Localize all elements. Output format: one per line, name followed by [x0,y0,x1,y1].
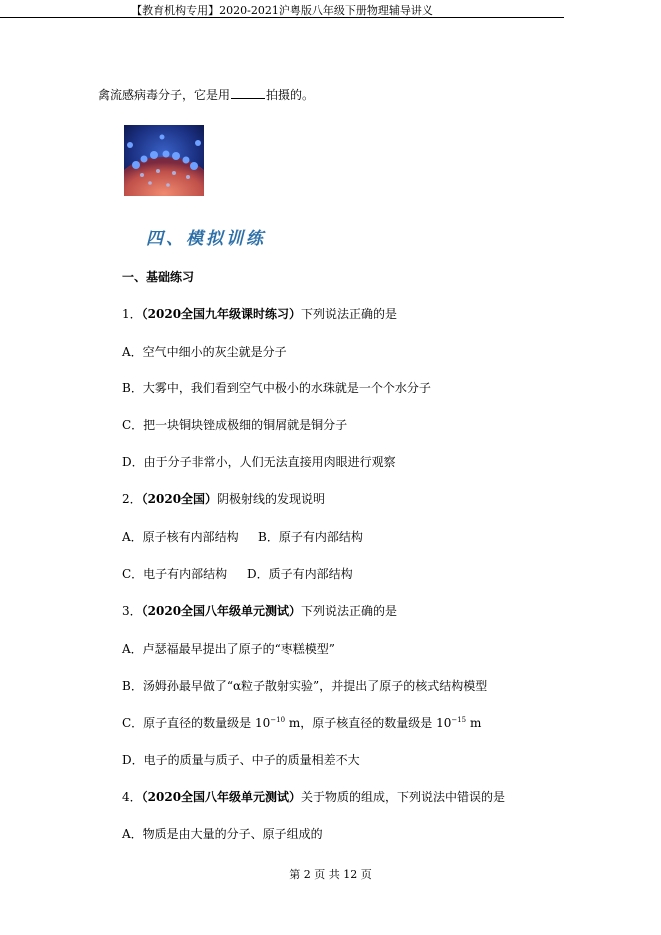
intro-text-before: 禽流感病毒分子，它是用 [98,88,231,102]
question-3-stem [122,602,397,619]
section-title: 四、模拟训练 [146,229,266,249]
header-title: 【教育机构专用】2020-2021沪粤版八年级下册物理辅导讲义 [131,4,433,17]
question-1-stem [122,305,397,322]
q3-c-text-1: C．原子直径的数量级是 10 [122,716,271,730]
question-source: （2020全国八年级单元测试） [141,604,302,618]
question-text: 关于物质的组成，下列说法中错误的是 [301,790,506,804]
question-number: 2． [122,492,142,506]
q3-option-b: B．汤姆孙最早做了“α粒子散射实验”，并提出了原子的核式结构模型 [122,679,488,693]
q1-option-c: C．把一块铜块锉成极细的铜屑就是铜分子 [122,418,348,432]
fill-blank [231,87,265,99]
q2-option-a: A．原子核有内部结构 [122,530,239,544]
question-2-stem [122,490,325,507]
q1-option-a: A．空气中细小的灰尘就是分子 [122,345,287,359]
q1-option-d: D．由于分子非常小，人们无法直接用肉眼进行观察 [122,455,396,469]
q4-option-a: A．物质是由大量的分子、原子组成的 [122,827,323,841]
q3-c-text-2: m，原子核直径的数量级是 10 [285,716,452,730]
question-number: 1． [122,307,142,321]
q2-option-c: C．电子有内部结构 [122,567,228,581]
q3-c-text-3: m [466,716,482,730]
exponent: −15 [451,716,467,724]
q1-option-b: B．大雾中，我们看到空气中极小的水珠就是一个个水分子 [122,381,431,395]
page-header [0,0,661,20]
intro-text-after: 拍摄的。 [266,88,315,102]
q2-option-b: B．原子有内部结构 [258,530,363,544]
question-4-stem [122,788,505,805]
q3-option-d: D．电子的质量与质子、中子的质量相差不大 [122,753,360,767]
question-source: （2020全国九年级课时练习） [141,307,302,321]
question-number: 3． [122,604,142,618]
question-text: 阴极射线的发现说明 [217,492,326,506]
subsection-heading: 一、基础练习 [122,270,195,284]
intro-sentence [98,86,314,103]
q3-option-a: A．卢瑟福最早提出了原子的“枣糕模型” [122,642,335,656]
q3-option-c [122,714,481,731]
virus-image [124,125,204,196]
exponent: −10 [270,716,286,724]
header-divider [0,17,564,18]
question-source: （2020全国） [141,492,218,506]
q2-option-d: D．质子有内部结构 [247,567,353,581]
page-footer: 第 2 页 共 12 页 [289,868,372,881]
question-text: 下列说法正确的是 [301,604,398,618]
question-number: 4． [122,790,142,804]
question-text: 下列说法正确的是 [301,307,398,321]
question-source: （2020全国八年级单元测试） [141,790,302,804]
